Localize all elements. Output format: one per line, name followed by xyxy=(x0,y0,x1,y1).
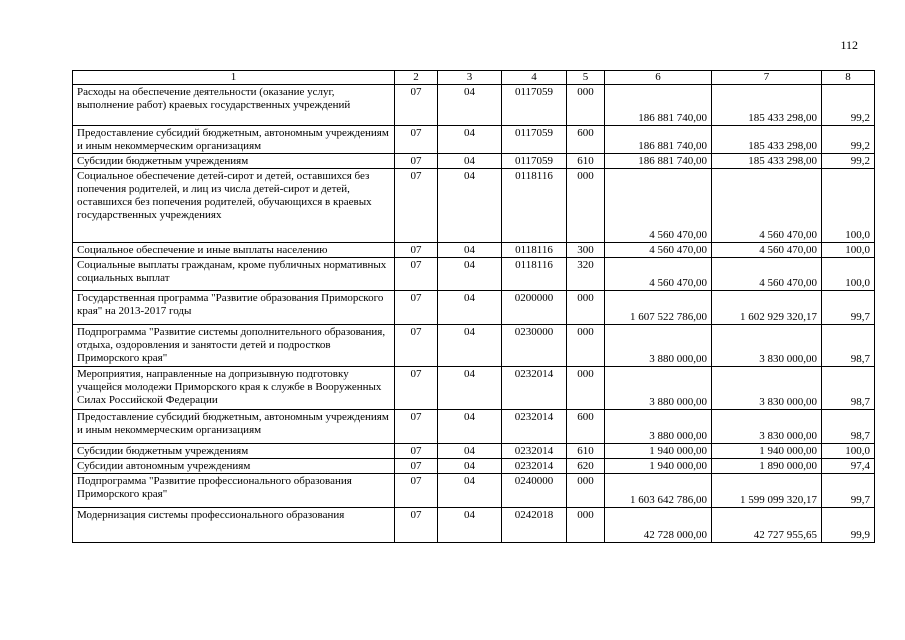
header-cell: 4 xyxy=(502,71,567,85)
row-name-cell: Социальное обеспечение детей-сирот и детей, оставшихся без попечения родителей, и лиц из числа детей-сирот и детей, оставшихся без попечения родителей, обучающихся в краевых государственных учреждениях xyxy=(73,169,395,243)
row-section-cell: 07 xyxy=(395,325,438,367)
row-percent-cell: 99,7 xyxy=(822,291,875,325)
row-plan-amount-cell: 1 607 522 786,00 xyxy=(605,291,712,325)
row-subsection-cell: 04 xyxy=(438,291,502,325)
row-name-cell: Субсидии бюджетным учреждениям xyxy=(73,444,395,459)
row-plan-amount-cell: 3 880 000,00 xyxy=(605,410,712,444)
row-target-cell: 0232014 xyxy=(502,410,567,444)
row-actual-amount-cell: 4 560 470,00 xyxy=(712,258,822,291)
row-subsection-cell: 04 xyxy=(438,325,502,367)
row-name-cell: Подпрограмма "Развитие системы дополнительного образования, отдыха, оздоровления и занятости детей и подростков Приморского края" xyxy=(73,325,395,367)
row-actual-amount-cell: 1 599 099 320,17 xyxy=(712,474,822,508)
row-actual-amount-cell: 3 830 000,00 xyxy=(712,410,822,444)
row-subsection-cell: 04 xyxy=(438,243,502,258)
row-section-cell: 07 xyxy=(395,126,438,154)
row-actual-amount-cell: 185 433 298,00 xyxy=(712,85,822,126)
row-percent-cell: 99,2 xyxy=(822,154,875,169)
row-name-cell: Субсидии бюджетным учреждениям xyxy=(73,154,395,169)
row-name-cell: Социальное обеспечение и иные выплаты населению xyxy=(73,243,395,258)
table-row xyxy=(73,444,875,459)
header-cell: 6 xyxy=(605,71,712,85)
row-name-cell: Расходы на обеспечение деятельности (оказание услуг, выполнение работ) краевых государственных учреждений xyxy=(73,85,395,126)
row-expense-type-cell: 000 xyxy=(567,367,605,410)
row-subsection-cell: 04 xyxy=(438,126,502,154)
row-section-cell: 07 xyxy=(395,474,438,508)
row-expense-type-cell: 000 xyxy=(567,291,605,325)
table-row xyxy=(73,325,875,367)
row-section-cell: 07 xyxy=(395,508,438,543)
row-plan-amount-cell: 1 940 000,00 xyxy=(605,459,712,474)
row-target-cell: 0232014 xyxy=(502,444,567,459)
row-section-cell: 07 xyxy=(395,169,438,243)
row-plan-amount-cell: 4 560 470,00 xyxy=(605,243,712,258)
row-actual-amount-cell: 1 602 929 320,17 xyxy=(712,291,822,325)
row-subsection-cell: 04 xyxy=(438,474,502,508)
row-expense-type-cell: 600 xyxy=(567,410,605,444)
table-row xyxy=(73,85,875,126)
row-target-cell: 0117059 xyxy=(502,154,567,169)
row-subsection-cell: 04 xyxy=(438,367,502,410)
row-expense-type-cell: 300 xyxy=(567,243,605,258)
row-subsection-cell: 04 xyxy=(438,508,502,543)
row-percent-cell: 98,7 xyxy=(822,367,875,410)
row-target-cell: 0118116 xyxy=(502,258,567,291)
row-percent-cell: 97,4 xyxy=(822,459,875,474)
row-target-cell: 0232014 xyxy=(502,459,567,474)
row-expense-type-cell: 610 xyxy=(567,154,605,169)
row-plan-amount-cell: 42 728 000,00 xyxy=(605,508,712,543)
row-subsection-cell: 04 xyxy=(438,444,502,459)
row-plan-amount-cell: 1 603 642 786,00 xyxy=(605,474,712,508)
row-subsection-cell: 04 xyxy=(438,85,502,126)
row-name-cell: Мероприятия, направленные на допризывную подготовку учащейся молодежи Приморского края к службе в Вооруженных Силах Российской Федерации xyxy=(73,367,395,410)
table-row xyxy=(73,291,875,325)
row-percent-cell: 100,0 xyxy=(822,243,875,258)
row-section-cell: 07 xyxy=(395,243,438,258)
row-actual-amount-cell: 3 830 000,00 xyxy=(712,325,822,367)
table-row xyxy=(73,243,875,258)
row-expense-type-cell: 000 xyxy=(567,325,605,367)
table-row xyxy=(73,459,875,474)
row-expense-type-cell: 000 xyxy=(567,169,605,243)
table-row xyxy=(73,126,875,154)
header-cell: 7 xyxy=(712,71,822,85)
row-section-cell: 07 xyxy=(395,258,438,291)
row-plan-amount-cell: 4 560 470,00 xyxy=(605,169,712,243)
row-actual-amount-cell: 4 560 470,00 xyxy=(712,243,822,258)
row-subsection-cell: 04 xyxy=(438,154,502,169)
row-percent-cell: 99,7 xyxy=(822,474,875,508)
row-subsection-cell: 04 xyxy=(438,459,502,474)
row-expense-type-cell: 610 xyxy=(567,444,605,459)
table-row xyxy=(73,508,875,543)
row-percent-cell: 99,2 xyxy=(822,85,875,126)
row-name-cell: Государственная программа "Развитие образования Приморского края" на 2013-2017 годы xyxy=(73,291,395,325)
row-subsection-cell: 04 xyxy=(438,169,502,243)
row-percent-cell: 99,2 xyxy=(822,126,875,154)
page-number: 112 xyxy=(840,38,858,52)
row-plan-amount-cell: 186 881 740,00 xyxy=(605,85,712,126)
row-expense-type-cell: 320 xyxy=(567,258,605,291)
row-percent-cell: 100,0 xyxy=(822,258,875,291)
row-section-cell: 07 xyxy=(395,444,438,459)
budget-table xyxy=(72,70,875,543)
row-actual-amount-cell: 185 433 298,00 xyxy=(712,126,822,154)
table-row xyxy=(73,154,875,169)
row-target-cell: 0118116 xyxy=(502,243,567,258)
row-section-cell: 07 xyxy=(395,367,438,410)
row-target-cell: 0118116 xyxy=(502,169,567,243)
row-plan-amount-cell: 1 940 000,00 xyxy=(605,444,712,459)
row-actual-amount-cell: 185 433 298,00 xyxy=(712,154,822,169)
table-row xyxy=(73,474,875,508)
row-actual-amount-cell: 1 890 000,00 xyxy=(712,459,822,474)
row-plan-amount-cell: 3 880 000,00 xyxy=(605,367,712,410)
row-name-cell: Предоставление субсидий бюджетным, автономным учреждениям и иным некоммерческим организациям xyxy=(73,126,395,154)
header-cell: 8 xyxy=(822,71,875,85)
row-target-cell: 0200000 xyxy=(502,291,567,325)
header-cell: 5 xyxy=(567,71,605,85)
row-plan-amount-cell: 186 881 740,00 xyxy=(605,154,712,169)
table-row xyxy=(73,410,875,444)
row-expense-type-cell: 600 xyxy=(567,126,605,154)
row-plan-amount-cell: 186 881 740,00 xyxy=(605,126,712,154)
row-section-cell: 07 xyxy=(395,154,438,169)
row-expense-type-cell: 620 xyxy=(567,459,605,474)
row-target-cell: 0240000 xyxy=(502,474,567,508)
header-cell: 1 xyxy=(73,71,395,85)
row-section-cell: 07 xyxy=(395,459,438,474)
row-name-cell: Подпрограмма "Развитие профессионального образования Приморского края" xyxy=(73,474,395,508)
header-cell: 2 xyxy=(395,71,438,85)
row-target-cell: 0230000 xyxy=(502,325,567,367)
row-expense-type-cell: 000 xyxy=(567,474,605,508)
row-expense-type-cell: 000 xyxy=(567,508,605,543)
row-name-cell: Субсидии автономным учреждениям xyxy=(73,459,395,474)
row-name-cell: Социальные выплаты гражданам, кроме публичных нормативных социальных выплат xyxy=(73,258,395,291)
row-percent-cell: 100,0 xyxy=(822,444,875,459)
row-actual-amount-cell: 3 830 000,00 xyxy=(712,367,822,410)
row-target-cell: 0117059 xyxy=(502,85,567,126)
table-row xyxy=(73,258,875,291)
table-header-row xyxy=(73,71,875,85)
row-percent-cell: 99,9 xyxy=(822,508,875,543)
row-name-cell: Предоставление субсидий бюджетным, автономным учреждениям и иным некоммерческим организациям xyxy=(73,410,395,444)
row-name-cell: Модернизация системы профессионального образования xyxy=(73,508,395,543)
header-cell: 3 xyxy=(438,71,502,85)
row-percent-cell: 100,0 xyxy=(822,169,875,243)
row-percent-cell: 98,7 xyxy=(822,325,875,367)
row-actual-amount-cell: 1 940 000,00 xyxy=(712,444,822,459)
row-plan-amount-cell: 4 560 470,00 xyxy=(605,258,712,291)
row-plan-amount-cell: 3 880 000,00 xyxy=(605,325,712,367)
row-subsection-cell: 04 xyxy=(438,410,502,444)
row-percent-cell: 98,7 xyxy=(822,410,875,444)
row-target-cell: 0117059 xyxy=(502,126,567,154)
row-section-cell: 07 xyxy=(395,410,438,444)
table-row xyxy=(73,367,875,410)
row-expense-type-cell: 000 xyxy=(567,85,605,126)
row-target-cell: 0242018 xyxy=(502,508,567,543)
row-section-cell: 07 xyxy=(395,85,438,126)
row-subsection-cell: 04 xyxy=(438,258,502,291)
row-target-cell: 0232014 xyxy=(502,367,567,410)
row-actual-amount-cell: 42 727 955,65 xyxy=(712,508,822,543)
row-actual-amount-cell: 4 560 470,00 xyxy=(712,169,822,243)
row-section-cell: 07 xyxy=(395,291,438,325)
table-row xyxy=(73,169,875,243)
